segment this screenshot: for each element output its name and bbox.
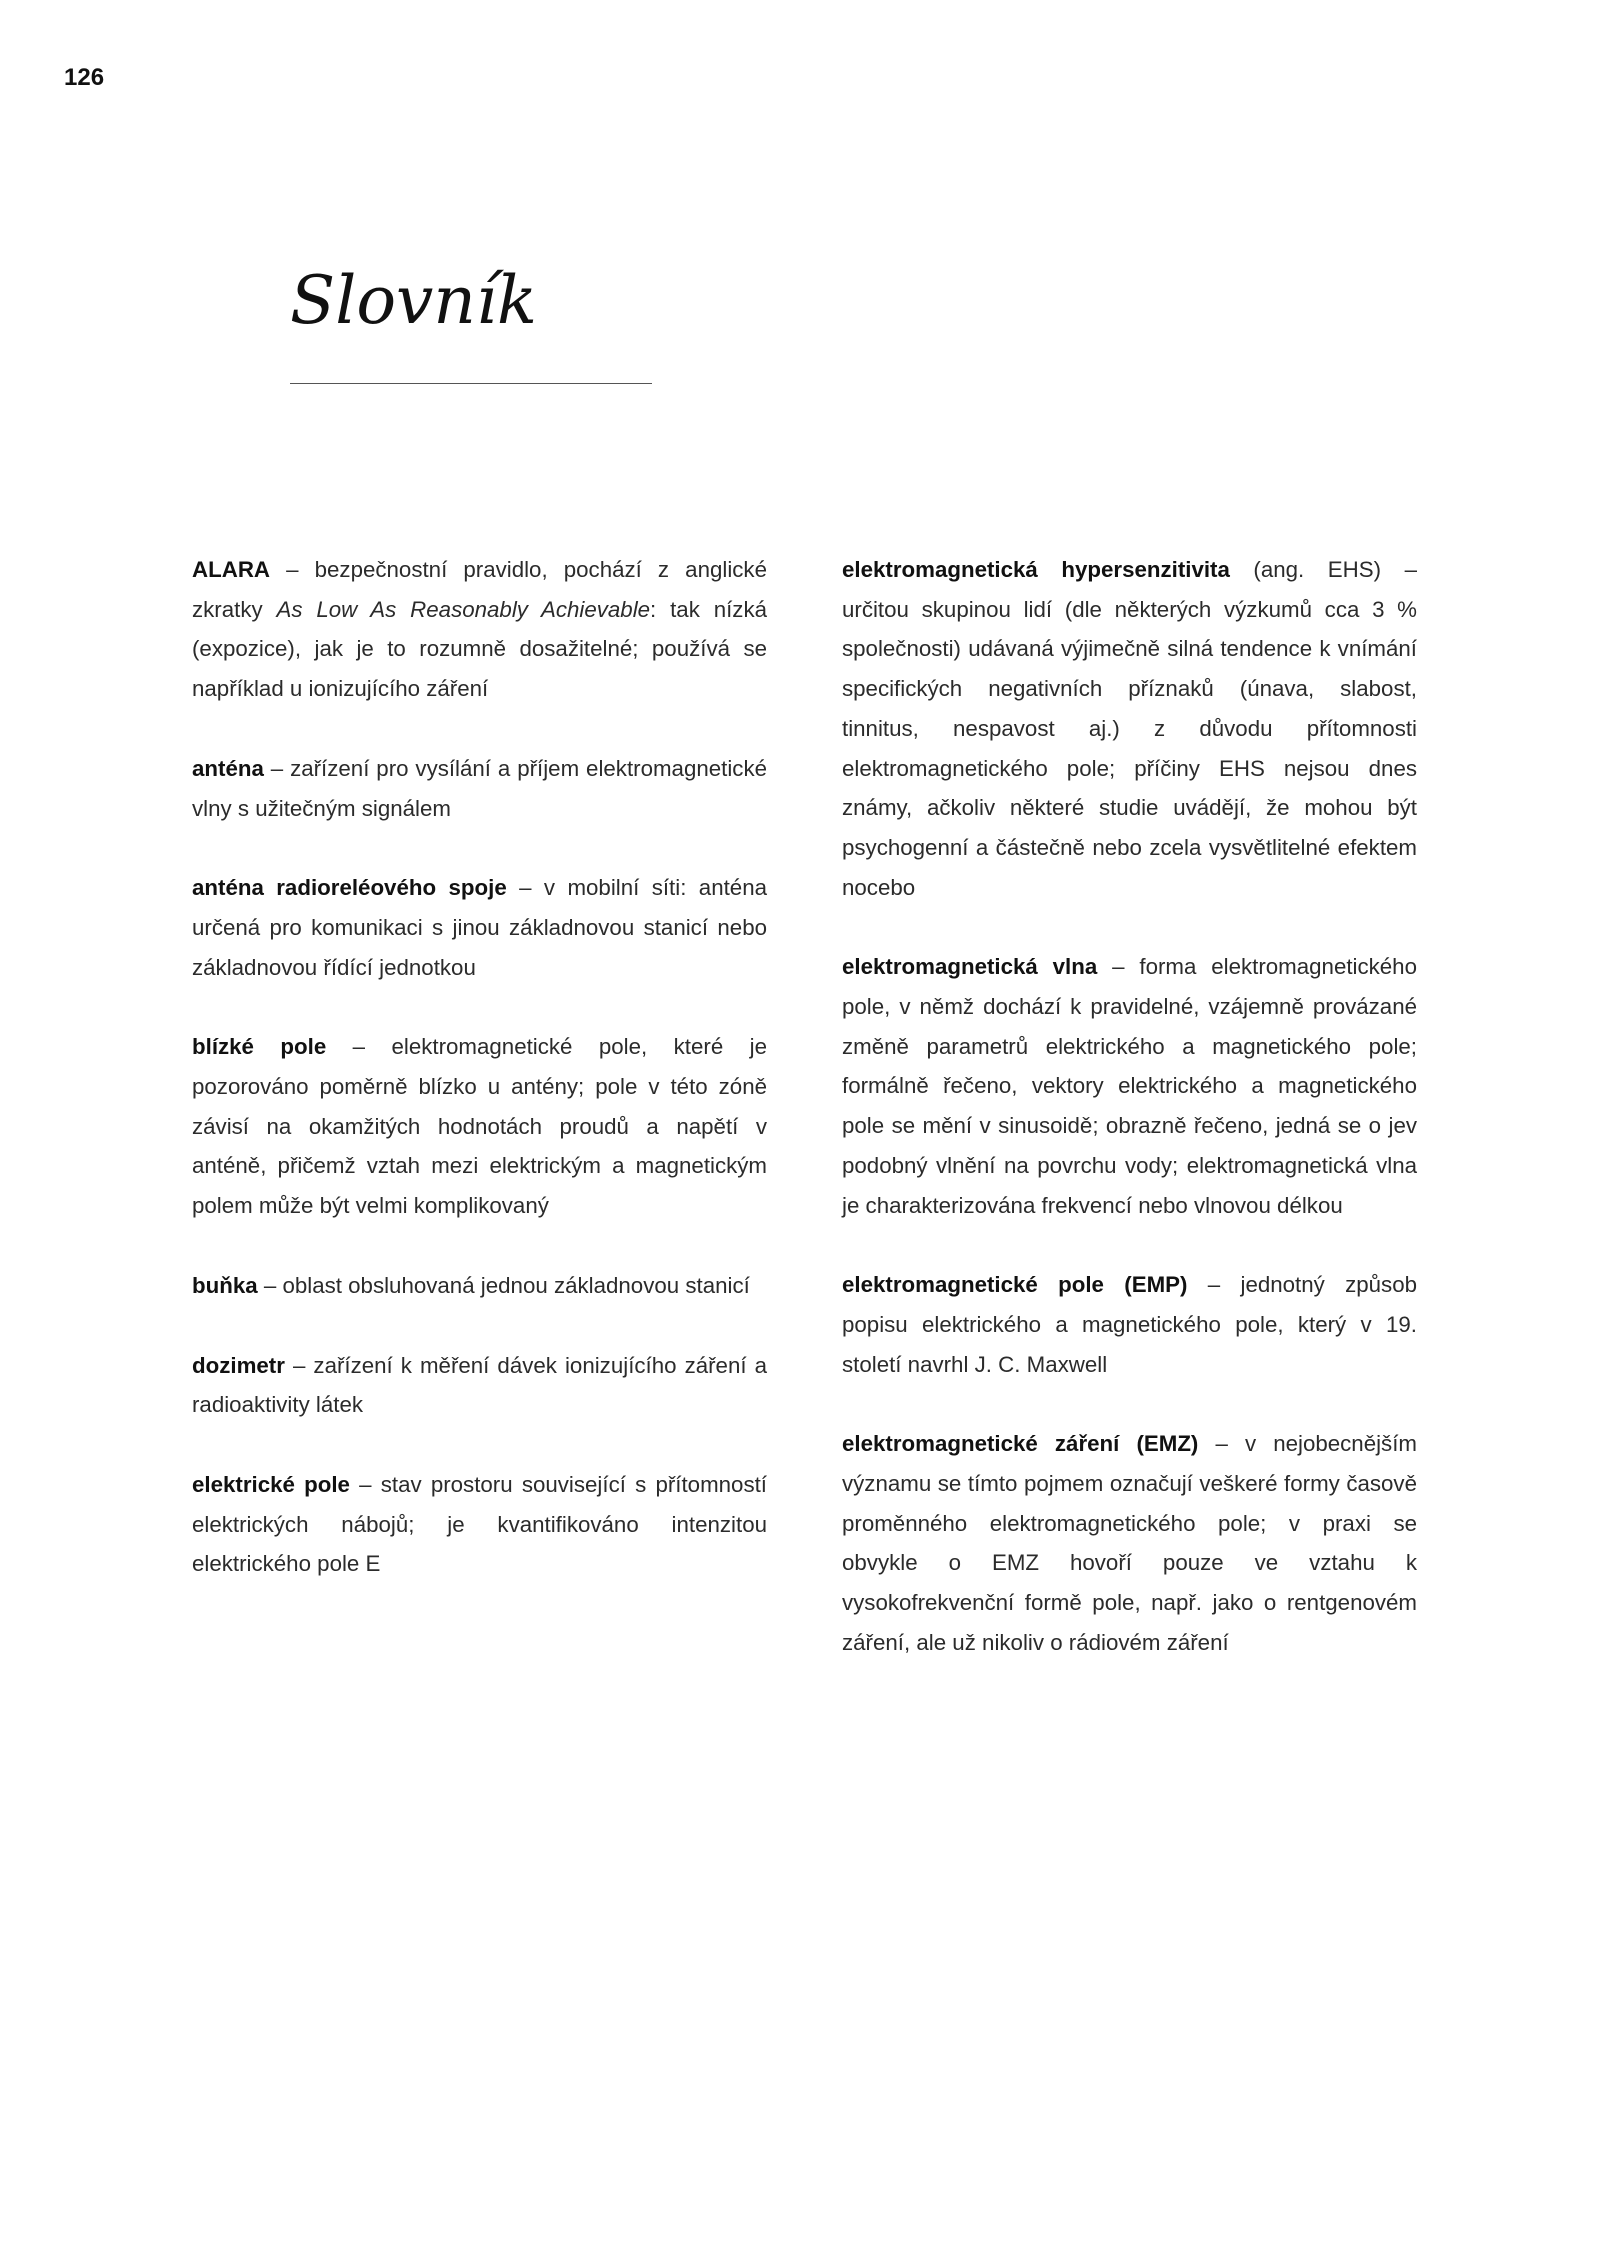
title-underline <box>290 383 652 384</box>
glossary-term: elektromagnetické pole (EMP) <box>842 1272 1188 1298</box>
glossary-entry <box>192 1266 767 1306</box>
glossary-column-left <box>192 550 767 1624</box>
glossary-definition: – jednotný způsob popisu elektrického a magnetického pole, který v 19. století navrhl J. C. Maxwell <box>842 1272 1418 1377</box>
glossary-term: buňka <box>192 1272 258 1298</box>
glossary-definition: – elektromagnetické pole, které je pozorováno poměrně blízko u antény; pole v této zóně závisí na okamžitých hodnotách proudů a napětí v anténě, přičemž vztah mezi elektrickým a magnetickým polem může být velmi komplikovaný <box>192 1034 767 1219</box>
glossary-definition: – oblast obsluhovaná jednou základnovou stanicí <box>257 1272 750 1298</box>
glossary-definition: – v mobilní síti: anténa určená pro komunikaci s jinou základnovou stanicí nebo základnovou řídící jednotkou <box>192 875 767 980</box>
glossary-definition: – bezpečnostní pravidlo, pochází z anglické zkratky As Low As Reasonably Achievable: tak nízká (expozice), jak je to rozumně dosažitelné; používá se například u ionizujícího záření <box>192 557 767 702</box>
glossary-entry <box>192 1346 767 1425</box>
glossary-entry <box>192 1027 767 1226</box>
glossary-term: elektrické pole <box>192 1471 350 1497</box>
glossary-term: ALARA <box>192 557 271 582</box>
glossary-entry <box>842 550 1417 907</box>
glossary-term: dozimetr <box>192 1352 285 1378</box>
glossary-entry <box>192 749 767 828</box>
glossary-definition: – zařízení pro vysílání a příjem elektromagnetické vlny s užitečným signálem <box>192 755 767 821</box>
glossary-term: anténa <box>192 755 264 781</box>
glossary-term: anténa radioreléového spoje <box>192 875 507 901</box>
glossary-entry <box>842 1424 1417 1662</box>
glossary-term: elektromagnetické záření (EMZ) <box>842 1431 1199 1457</box>
glossary-entry <box>192 1465 767 1584</box>
glossary-definition: – forma elektromagnetického pole, v němž dochází k pravidelné, vzájemně provázané změně parametrů elektrického a magnetického pole; formálně řečeno, vektory elektrického a magnetického pole se mění v sinusoidě; obrazně řečeno, jedná se o jev podobný vlnění na povrchu vody; elektromagnetická vlna je charakterizována frekvencí nebo vlnovou délkou <box>842 954 1417 1218</box>
glossary-definition: – stav prostoru související s přítomností elektrických nábojů; je kvantifikováno intenzitou elektrického pole E <box>192 1471 767 1577</box>
glossary-entry <box>192 550 767 709</box>
glossary-definition: – zařízení k měření dávek ionizujícího záření a radioaktivity látek <box>192 1352 767 1418</box>
glossary-term: elektromagnetická vlna <box>842 954 1098 980</box>
glossary-definition: (ang. EHS) – určitou skupinou lidí (dle některých výzkumů cca 3 % společnosti) udávaná výjimečně silná tendence k vnímání specifických negativních příznaků (únava, slabost, tinnitus, nespavost aj.) z důvodu přítomnosti elektromagnetického pole; příčiny EHS nejsou dnes známy, ačkoliv některé studie uvádějí, že mohou být psychogenní a částečně nebo zcela vysvětlitelné efektem nocebo <box>842 557 1417 900</box>
glossary-term: elektromagnetická hypersenzitivita <box>842 557 1230 582</box>
page-number: 126 <box>64 64 105 91</box>
glossary-entry <box>842 1265 1417 1384</box>
glossary-entry <box>842 947 1417 1225</box>
glossary-term: blízké pole <box>192 1034 327 1060</box>
page-title: Slovník <box>290 262 537 339</box>
glossary-entry <box>192 868 767 987</box>
glossary-definition: – v nejobecnějším významu se tímto pojmem označují veškeré formy časově proměnného elektromagnetického pole; v praxi se obvykle o EMZ hovoří pouze ve vztahu k vysokofrekvenční formě pole, např. jako o rentgenovém záření, ale už nikoliv o rádiovém záření <box>842 1431 1417 1655</box>
glossary-column-right <box>842 550 1417 1703</box>
